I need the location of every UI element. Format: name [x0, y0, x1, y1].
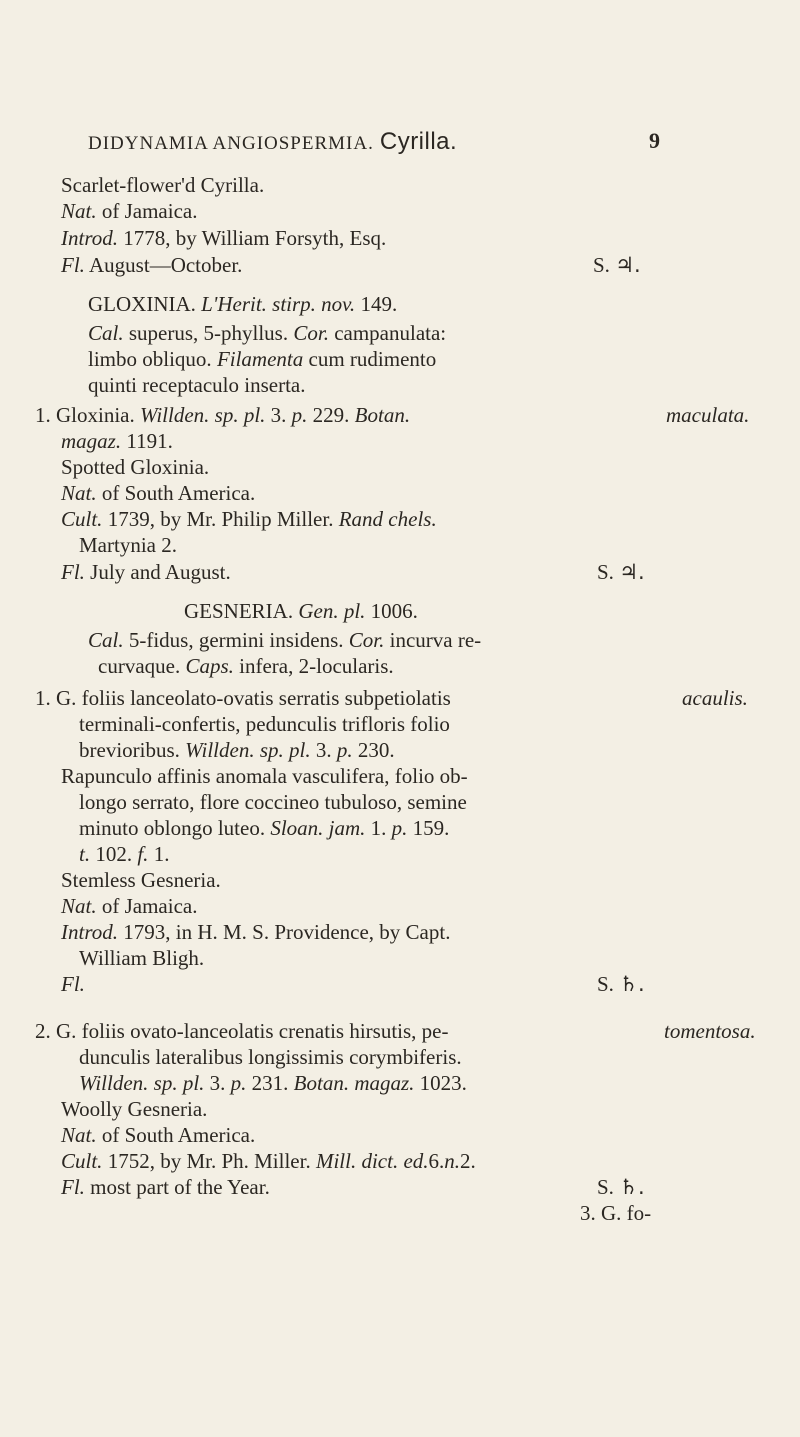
species-entry-1: 1. G. foliis lanceolato-ovatis serratis subpetiolatis: [35, 686, 451, 710]
introduced-line: Introd. 1793, in H. M. S. Providence, by Capt.: [61, 920, 451, 944]
species-epithet: maculata.: [666, 403, 750, 427]
species-entry-2: 2. G. foliis ovato-lanceolatis crenatis hirsutis, pe-: [35, 1019, 449, 1043]
species-entry-1: 1. Gloxinia. Willden. sp. pl. 3. p. 229. Botan.: [35, 403, 411, 427]
native-line: Nat. of South America.: [61, 481, 256, 505]
english-name: Woolly Gesneria.: [61, 1097, 208, 1121]
reference-line: Willden. sp. pl. 3. p. 231. Botan. magaz. 1023.: [79, 1071, 467, 1095]
species-epithet: acaulis.: [682, 686, 748, 710]
genus-heading-gloxinia: GLOXINIA. L'Herit. stirp. nov. 149.: [88, 292, 398, 316]
species-epithet: tomentosa.: [664, 1019, 756, 1043]
native-line: Nat. of Jamaica.: [61, 894, 198, 918]
catchword: 3. G. fo-: [580, 1201, 652, 1225]
habitat-code: S. ♄.: [597, 1175, 645, 1199]
english-name: Spotted Gloxinia.: [61, 455, 210, 479]
flowering-line: Fl. August—October.: [61, 253, 243, 277]
synonym-line: minuto oblongo luteo. Sloan. jam. 1. p. 159.: [79, 816, 450, 840]
genus-description-line: limbo obliquo. Filamenta cum rudimento: [88, 347, 437, 371]
diagnosis-line: dunculis lateralibus longissimis corymbiferis.: [79, 1045, 462, 1069]
introduced-line: Introd. 1778, by William Forsyth, Esq.: [61, 226, 387, 250]
synonym-line: longo serrato, flore coccineo tubuloso, semine: [79, 790, 467, 814]
synonym-line: Martynia 2.: [79, 533, 177, 557]
flowering-line: Fl.: [61, 972, 85, 996]
running-title: DIDYNAMIA ANGIOSPERMIA.: [88, 133, 374, 154]
genus-description-line: quinti receptaculo inserta.: [88, 373, 306, 397]
flowering-line: Fl. most part of the Year.: [61, 1175, 270, 1199]
synonym-line: t. 102. f. 1.: [79, 842, 170, 866]
reference-line: magaz. 1191.: [61, 429, 173, 453]
habitat-code: S. ♃.: [597, 560, 645, 584]
habitat-code: S. ♄.: [597, 972, 645, 996]
english-name: Stemless Gesneria.: [61, 868, 221, 892]
genus-description-line: curvaque. Caps. infera, 2-locularis.: [98, 654, 394, 678]
page-number: 9: [649, 128, 660, 153]
english-name: Scarlet-flower'd Cyrilla.: [61, 173, 265, 197]
diagnosis-line: terminali-confertis, pedunculis trifloris folio: [79, 712, 450, 736]
introduced-line: William Bligh.: [79, 946, 205, 970]
flowering-line: Fl. July and August.: [61, 560, 231, 584]
native-line: Nat. of Jamaica.: [61, 199, 198, 223]
native-line: Nat. of South America.: [61, 1123, 256, 1147]
genus-description-line: Cal. 5-fidus, germini insidens. Cor. incurva re-: [88, 628, 482, 652]
genus-description-line: Cal. superus, 5-phyllus. Cor. campanulata:: [88, 321, 447, 345]
cultivated-line: Cult. 1752, by Mr. Ph. Miller. Mill. dict. ed.6.n.2.: [61, 1149, 476, 1173]
header-genus: Cyrilla.: [379, 128, 458, 155]
cultivated-line: Cult. 1739, by Mr. Philip Miller. Rand chels.: [61, 507, 437, 531]
synonym-line: Rapunculo affinis anomala vasculifera, folio ob-: [61, 764, 468, 788]
genus-heading-gesneria: GESNERIA. Gen. pl. 1006.: [184, 599, 418, 623]
diagnosis-line: brevioribus. Willden. sp. pl. 3. p. 230.: [79, 738, 395, 762]
habitat-code: S. ♃.: [593, 253, 641, 277]
running-header: [88, 128, 680, 156]
